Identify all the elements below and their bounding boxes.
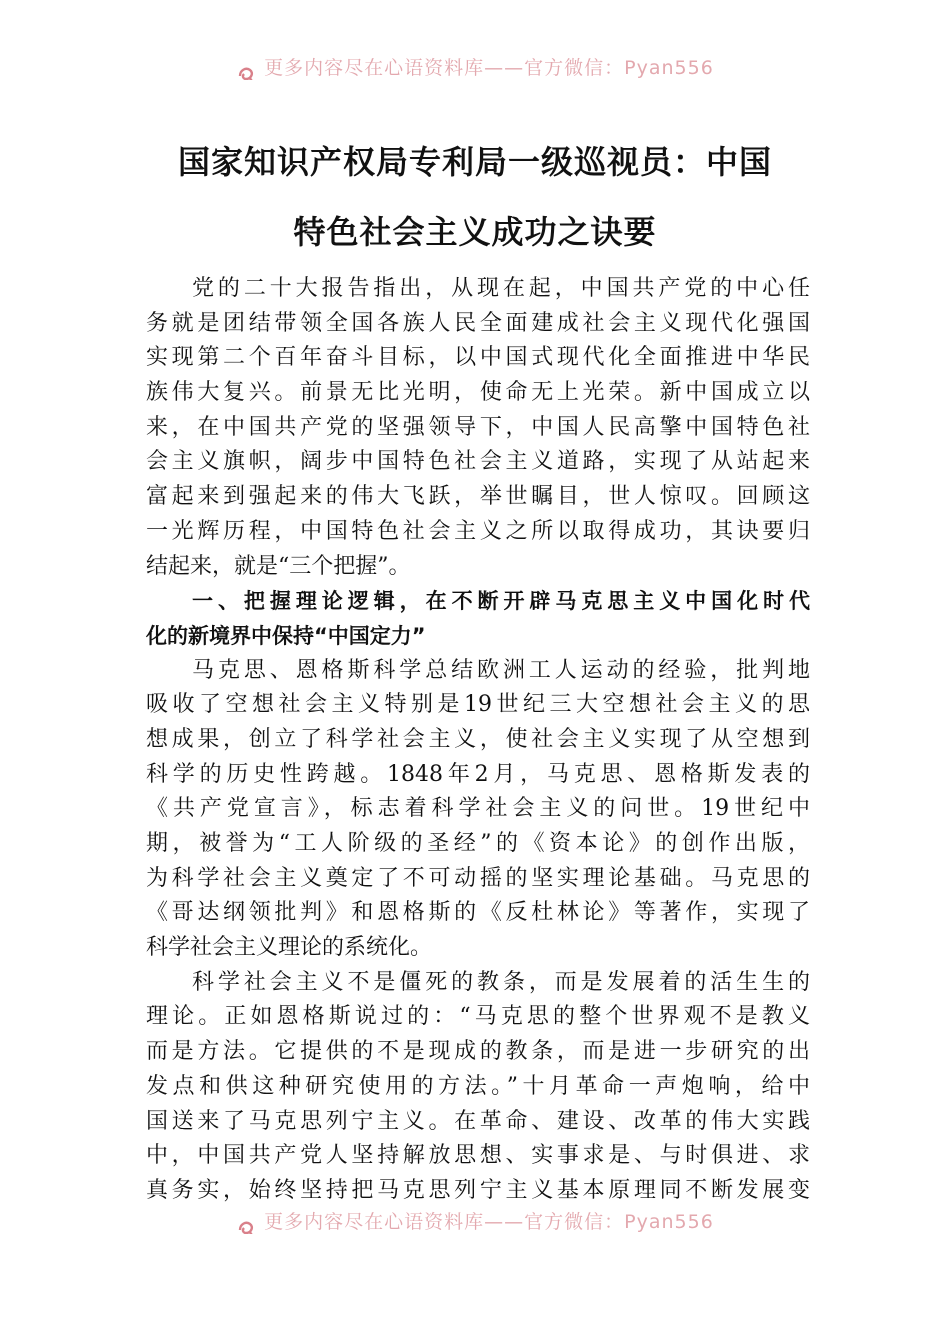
paragraph-line: 发点和供这种研究使用的方法。”十月革命一声炮响，给中 — [146, 1073, 810, 1099]
paragraph-line: 吸收了空想社会主义特别是19世纪三大空想社会主义的思 — [146, 692, 810, 718]
paragraph-line: 理论。正如恩格斯说过的：“马克思的整个世界观不是教义 — [146, 1004, 810, 1030]
paragraph-line: 为科学社会主义奠定了不可动摇的坚实理论基础。马克思的 — [146, 865, 810, 891]
document-title-line-2: 特色社会主义成功之诀要 — [293, 213, 657, 251]
watermark-footer — [0, 1210, 950, 1234]
watermark-text: 更多内容尽在心语资料库——官方微信：Pyan556 — [264, 1211, 714, 1233]
document-title-line-1: 国家知识产权局专利局一级巡视员：中国 — [177, 143, 772, 181]
paragraph-line: 马克思、恩格斯科学总结欧洲工人运动的经验，批判地 — [192, 657, 810, 683]
paragraph-line: 期，被誉为“工人阶级的圣经”的《资本论》的创作出版， — [146, 831, 810, 856]
paragraph-line: 族伟大复兴。前景无比光明，使命无上光荣。新中国成立以 — [146, 380, 810, 406]
paragraph-line: 中，中国共产党人坚持解放思想、实事求是、与时俱进、求 — [146, 1143, 810, 1169]
watermark-text: 更多内容尽在心语资料库——官方微信：Pyan556 — [264, 57, 714, 79]
watermark-header — [0, 56, 950, 80]
paragraph-line: 结起来，就是“三个把握”。 — [146, 553, 411, 579]
paragraph-line: 一光辉历程，中国特色社会主义之所以取得成功，其诀要归 — [146, 518, 810, 544]
paragraph-line: 富起来到强起来的伟大飞跃，举世瞩目，世人惊叹。回顾这 — [146, 484, 810, 510]
paragraph-line: 会主义旗帜，阔步中国特色社会主义道路，实现了从站起来 — [146, 449, 810, 475]
paragraph-line: 来，在中国共产党的坚强领导下，中国人民高擎中国特色社 — [146, 414, 810, 440]
document-body — [146, 272, 810, 1209]
paragraph-line: 《哥达纲领批判》和恩格斯的《反杜林论》等著作，实现了 — [146, 900, 810, 926]
paragraph-line: 真务实，始终坚持把马克思列宁主义基本原理同不断发展变 — [146, 1177, 810, 1203]
paragraph-line: 《共产党宣言》，标志着科学社会主义的问世。19世纪中 — [146, 796, 810, 822]
paragraph-line: 国送来了马克思列宁主义。在革命、建设、改革的伟大实践 — [146, 1108, 810, 1134]
paragraph-line: 科学社会主义理论的系统化。 — [146, 935, 433, 961]
paragraph-line: 而是方法。它提供的不是现成的教条，而是进一步研究的出 — [146, 1039, 810, 1065]
paragraph-line: 想成果，创立了科学社会主义，使社会主义实现了从空想到 — [146, 726, 810, 752]
section-heading-line: 化的新境界中保持“中国定力” — [146, 623, 426, 648]
paragraph-line: 党的二十大报告指出，从现在起，中国共产党的中心任 — [192, 276, 810, 301]
paragraph-line: 科学的历史性跨越。1848年2月，马克思、恩格斯发表的 — [146, 761, 810, 787]
paragraph-line: 科学社会主义不是僵死的教条，而是发展着的活生生的 — [192, 969, 810, 995]
watermark-logo-icon — [236, 64, 258, 80]
watermark-logo-icon — [236, 1218, 258, 1234]
section-heading-line: 一、把握理论逻辑，在不断开辟马克思主义中国化时代 — [192, 589, 810, 614]
paragraph-line: 务就是团结带领全国各族人民全面建成社会主义现代化强国 — [146, 310, 810, 336]
paragraph-line: 实现第二个百年奋斗目标，以中国式现代化全面推进中华民 — [146, 345, 810, 371]
